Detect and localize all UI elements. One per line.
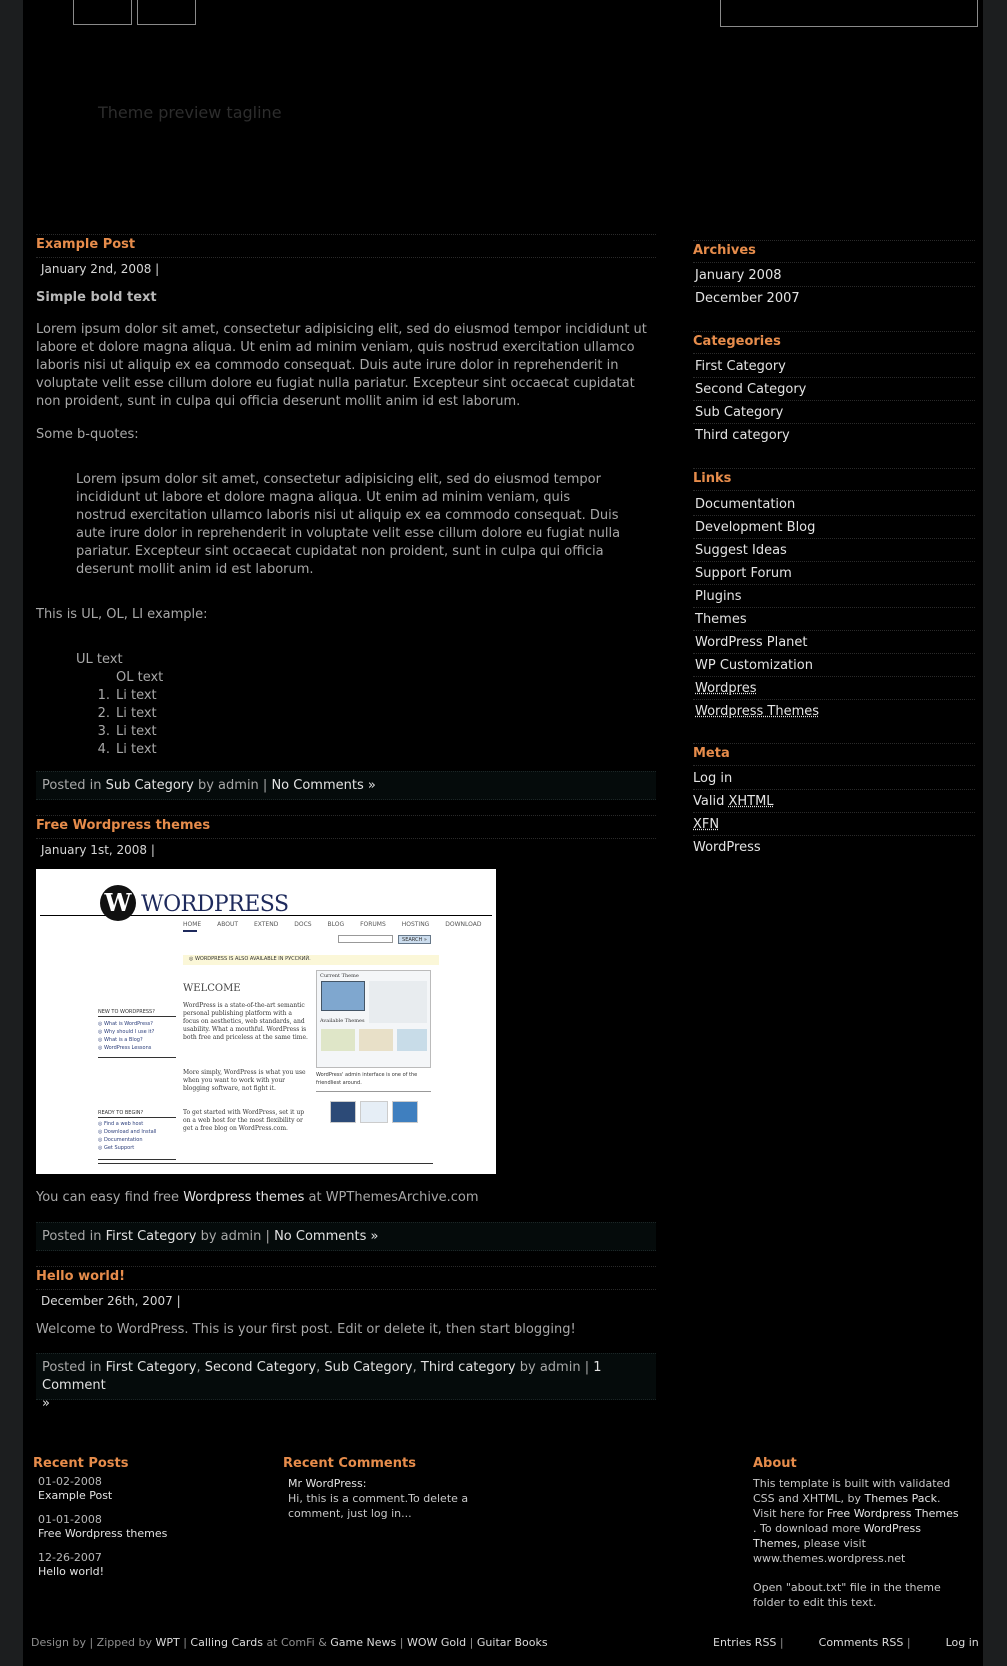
about-text: Open "about.txt" file in the theme bbox=[753, 1581, 941, 1594]
free-wordpress-themes-link[interactable]: Free Wordpress Themes bbox=[826, 1507, 959, 1520]
meta-login-link[interactable]: Log in bbox=[693, 771, 733, 786]
nav-active-indicator bbox=[183, 930, 197, 932]
recent-comments-title: Recent Comments bbox=[283, 1456, 416, 1471]
category-link[interactable]: Second Category bbox=[204, 1360, 317, 1375]
divider bbox=[693, 331, 975, 332]
wp-body-3: To get started with WordPress, set it up on a web host for the most flexibility or get a free blog on WordPress.com. bbox=[183, 1109, 305, 1132]
comment-excerpt: comment, just log in... bbox=[288, 1507, 412, 1520]
ul-text: UL text bbox=[76, 652, 123, 667]
about-title: About bbox=[753, 1456, 797, 1471]
divider bbox=[693, 538, 975, 539]
divider bbox=[693, 653, 975, 654]
comment-excerpt: Hi, this is a comment.To delete a bbox=[288, 1492, 469, 1505]
links-item[interactable]: Suggest Ideas bbox=[695, 543, 787, 558]
meta-xfn-link[interactable]: XFN bbox=[693, 817, 720, 832]
calling-cards-link[interactable]: Calling Cards bbox=[190, 1636, 263, 1649]
author-label: by admin | bbox=[200, 1229, 270, 1244]
recent-post-link[interactable]: Free Wordpress themes bbox=[38, 1527, 168, 1540]
wordpress-logo-text: WORDPRESS bbox=[141, 892, 289, 917]
links-item[interactable]: Themes bbox=[695, 612, 747, 627]
ol-text: OL text bbox=[116, 670, 164, 685]
wp-current-theme: Current Theme bbox=[320, 973, 359, 979]
list-item: 2. Li text bbox=[97, 706, 157, 721]
post-date: January 1st, 2008 | bbox=[41, 843, 155, 857]
divider bbox=[693, 468, 975, 469]
category-link[interactable]: First Category bbox=[105, 1360, 197, 1375]
about-text: www.themes.wordpress.net bbox=[753, 1552, 906, 1565]
guitar-books-link[interactable]: Guitar Books bbox=[476, 1636, 548, 1649]
divider bbox=[693, 676, 975, 677]
divider bbox=[693, 423, 975, 424]
divider bbox=[36, 234, 656, 235]
category-link[interactable]: First Category bbox=[105, 1229, 197, 1244]
divider bbox=[693, 699, 975, 700]
about-text: folder to edit this text. bbox=[753, 1596, 877, 1609]
thumb-icon bbox=[392, 1101, 418, 1123]
posted-in-label: Posted in bbox=[42, 1360, 102, 1375]
category-link[interactable]: Sub Category bbox=[324, 1360, 413, 1375]
theme-desc bbox=[369, 981, 427, 1023]
footer-rss-links: Entries RSS | Comments RSS | Log in bbox=[713, 1636, 979, 1649]
divider bbox=[693, 561, 975, 562]
sidebar-archives-title: Archives bbox=[693, 243, 756, 258]
divider bbox=[36, 1289, 656, 1290]
sidebar-categories-title: Categeories bbox=[693, 334, 781, 349]
theme-thumb bbox=[397, 1029, 427, 1051]
divider bbox=[36, 1266, 656, 1267]
divider bbox=[693, 353, 975, 354]
recent-post-date: 01-02-2008 bbox=[38, 1475, 102, 1488]
comments-link[interactable]: No Comments » bbox=[274, 1229, 379, 1244]
comments-link[interactable]: 1 Comment bbox=[42, 1360, 602, 1393]
recent-post-link[interactable]: Example Post bbox=[38, 1489, 113, 1502]
wp-ready-heading: READY TO BEGIN? bbox=[98, 1109, 176, 1118]
text-before: You can easy find free bbox=[36, 1190, 180, 1205]
valid-label: Valid bbox=[693, 794, 725, 809]
post-date: January 2nd, 2008 | bbox=[41, 262, 160, 276]
links-item[interactable]: WP Customization bbox=[695, 658, 813, 673]
category-link[interactable]: Third category bbox=[420, 1360, 516, 1375]
wordpress-themes-link[interactable]: WordPress bbox=[863, 1522, 921, 1535]
divider bbox=[693, 515, 975, 516]
divider bbox=[693, 765, 975, 766]
wordpress-themes-link[interactable]: Wordpress themes bbox=[183, 1190, 305, 1205]
thumb-icon bbox=[330, 1101, 356, 1123]
divider bbox=[693, 607, 975, 608]
links-item[interactable]: WordPress Planet bbox=[695, 635, 808, 650]
category-link[interactable]: Third category bbox=[695, 428, 790, 443]
divider bbox=[98, 1163, 433, 1164]
text-after: at WPThemesArchive.com bbox=[308, 1190, 479, 1205]
list-intro: This is UL, OL, LI example: bbox=[36, 607, 208, 622]
divider bbox=[693, 584, 975, 585]
posted-in-label: Posted in bbox=[42, 778, 102, 793]
links-item[interactable]: Documentation bbox=[695, 497, 796, 512]
category-link[interactable]: Sub Category bbox=[695, 405, 784, 420]
divider bbox=[36, 838, 656, 839]
meta-wordpress-link[interactable]: WordPress bbox=[693, 840, 761, 855]
post-text bbox=[36, 1189, 656, 1207]
xhtml-link[interactable]: XHTML bbox=[728, 794, 774, 809]
comments-link[interactable]: No Comments » bbox=[271, 778, 376, 793]
wp-nav: HOME ABOUT EXTEND DOCS BLOG FORUMS HOSTING DOWNLOAD bbox=[183, 921, 482, 928]
divider bbox=[36, 815, 656, 816]
post-paragraph: Lorem ipsum dolor sit amet, consectetur adipisicing elit, sed do eiusmod tempor incididunt ut labore et dolore magna aliqua. Ut enim ad minim veniam, quis nostrud exercitation ullamco laboris nisi ut aliquip ex ea commodo consequat. Duis aute irure dolor in reprehenderit in voluptate velit esse cillum dolore eu fugiat nulla pariatur. Excepteur sint occaecat cupidatat non proident, sunt in culpa qui officia deserunt mollit anim id est laborum. bbox=[36, 322, 647, 409]
divider bbox=[316, 1091, 431, 1092]
recent-post-link[interactable]: Hello world! bbox=[38, 1565, 105, 1578]
site-tagline: Theme preview tagline bbox=[98, 103, 282, 122]
page-wrapper bbox=[23, 0, 983, 1666]
divider bbox=[693, 400, 975, 401]
divider bbox=[36, 257, 656, 258]
wp-caption: WordPress' admin interface is one of the friendliest around. bbox=[316, 1072, 418, 1086]
divider bbox=[693, 789, 975, 790]
post-meta-bar bbox=[36, 1222, 656, 1251]
copyright-credits: Design by | Zipped by WPT | Calling Cards at ComFi & Game News | WOW Gold | Guitar Books bbox=[31, 1636, 548, 1649]
divider bbox=[693, 630, 975, 631]
divider bbox=[693, 812, 975, 813]
archive-link[interactable]: January 2008 bbox=[695, 268, 782, 283]
wp-welcome: WELCOME bbox=[183, 983, 241, 994]
divider bbox=[98, 1159, 176, 1160]
about-text: This template is built with validated bbox=[753, 1477, 951, 1490]
about-text: Visit here for Free Wordpress Themes bbox=[753, 1507, 959, 1520]
post-title-free-wordpress-themes[interactable]: Free Wordpress themes bbox=[36, 818, 211, 833]
divider bbox=[693, 377, 975, 378]
wp-search-button: SEARCH » bbox=[398, 935, 431, 944]
author-label: by admin | bbox=[519, 1360, 590, 1375]
entries-rss-link[interactable]: Entries RSS bbox=[713, 1636, 777, 1649]
wordpress-logo-icon: W bbox=[100, 885, 136, 921]
wp-banner: ◎ WORDPRESS IS ALSO AVAILABLE IN РУССКИЙ. bbox=[183, 955, 439, 965]
post-bold-text: Simple bold text bbox=[36, 290, 157, 305]
divider bbox=[693, 240, 975, 241]
recent-posts-title: Recent Posts bbox=[33, 1456, 129, 1471]
about-text: . To download more WordPress bbox=[753, 1522, 921, 1535]
themes-pack-link[interactable]: Themes Pack bbox=[864, 1492, 937, 1505]
wpt-link[interactable]: WPT bbox=[155, 1636, 180, 1649]
comment-author-link[interactable]: Mr WordPress: bbox=[288, 1477, 367, 1490]
links-item[interactable]: Wordpress Themes bbox=[695, 704, 820, 719]
header-tab-box-2[interactable] bbox=[137, 0, 196, 25]
wp-body-2: More simply, WordPress is what you use when you want to work with your blogging software, not fight it. bbox=[183, 1069, 306, 1092]
category-link[interactable]: First Category bbox=[695, 359, 786, 374]
divider bbox=[693, 262, 975, 263]
post-title-hello-world[interactable]: Hello world! bbox=[36, 1269, 126, 1284]
bquote-intro: Some b-quotes: bbox=[36, 427, 139, 442]
blockquote: Lorem ipsum dolor sit amet, consectetur adipisicing elit, sed do eiusmod tempor incididunt ut labore et dolore magna aliqua. Ut enim ad minim veniam, quis nostrud exercitation ullamco laboris nisi ut aliquip ex ea commodo consequat. Duis aute irure dolor in reprehenderit in voluptate velit esse cillum dolore eu fugiat nulla pariatur. Excepteur sint occaecat cupidatat non proident, sunt in culpa qui officia deserunt mollit anim id est laborum. bbox=[76, 472, 621, 577]
wp-new-heading: NEW TO WORDPRESS? bbox=[98, 1008, 176, 1017]
posted-in-label: Posted in bbox=[42, 1229, 102, 1244]
archive-link[interactable]: December 2007 bbox=[695, 291, 800, 306]
wordpress-screenshot-image[interactable] bbox=[36, 869, 496, 1174]
wp-body-1: WordPress is a state-of-the-art semantic personal publishing platform with a focus on aesthetics, web standards, and usability. What a mouthful. WordPress is both free and priceless at the same time. bbox=[183, 1002, 308, 1041]
links-item[interactable]: Wordpres bbox=[695, 681, 757, 696]
meta-valid-xhtml bbox=[693, 794, 774, 809]
wow-gold-link[interactable]: WOW Gold bbox=[406, 1636, 467, 1649]
divider bbox=[693, 835, 975, 836]
post-meta-bar: Posted in First Category, Second Category, Sub Category, Third category by admin | 1 Comment » bbox=[36, 1353, 656, 1400]
list-item: 1. Li text bbox=[97, 688, 157, 703]
links-item[interactable]: Plugins bbox=[695, 589, 742, 604]
theme-thumb bbox=[321, 981, 365, 1011]
game-news-link[interactable]: Game News bbox=[330, 1636, 397, 1649]
links-item[interactable]: Support Forum bbox=[695, 566, 792, 581]
about-text: CSS and XHTML, by Themes Pack. bbox=[753, 1492, 941, 1505]
post-meta-bar bbox=[36, 771, 656, 800]
category-link[interactable]: Sub Category bbox=[105, 778, 194, 793]
sidebar-links-title: Links bbox=[693, 471, 732, 486]
wp-ready-list: ◎ Find a web host ◎ Download and Install ◎ Documentation ◎ Get Support bbox=[98, 1121, 157, 1151]
footer-login-link[interactable]: Log in bbox=[945, 1636, 979, 1649]
wp-search-input bbox=[338, 935, 393, 943]
header-search-box[interactable] bbox=[720, 0, 978, 27]
author-label: by admin | bbox=[197, 778, 268, 793]
theme-thumb bbox=[359, 1029, 393, 1051]
thumb-icon bbox=[360, 1101, 388, 1123]
post-title-example-post[interactable]: Example Post bbox=[36, 237, 136, 252]
comments-arrow[interactable]: » bbox=[42, 1396, 50, 1411]
post-paragraph: Welcome to WordPress. This is your first post. Edit or delete it, then start blogging! bbox=[36, 1322, 576, 1337]
divider bbox=[693, 286, 975, 287]
header-tab-box-1[interactable] bbox=[73, 0, 132, 25]
divider bbox=[693, 743, 975, 744]
post-date: December 26th, 2007 | bbox=[41, 1294, 181, 1308]
recent-post-date: 01-01-2008 bbox=[38, 1513, 102, 1526]
sidebar-meta-title: Meta bbox=[693, 746, 730, 761]
wp-new-list: ◎ What is WordPress? ◎ Why should I use it? ◎ What is a Blog? ◎ WordPress Lessons bbox=[98, 1021, 155, 1051]
divider bbox=[98, 1057, 176, 1058]
list-item: 3. Li text bbox=[97, 724, 157, 739]
links-item[interactable]: Development Blog bbox=[695, 520, 816, 535]
divider bbox=[693, 490, 975, 491]
wp-available-themes: Available Themes bbox=[320, 1018, 365, 1024]
list-item: 4. Li text bbox=[97, 742, 157, 757]
comments-rss-link[interactable]: Comments RSS bbox=[818, 1636, 904, 1649]
wordpress-themes-link[interactable]: Themes bbox=[753, 1537, 797, 1550]
recent-post-date: 12-26-2007 bbox=[38, 1551, 102, 1564]
wp-admin-preview bbox=[316, 970, 431, 1068]
theme-thumb bbox=[321, 1029, 355, 1051]
about-text: Themes, please visit bbox=[753, 1537, 866, 1550]
category-link[interactable]: Second Category bbox=[695, 382, 807, 397]
